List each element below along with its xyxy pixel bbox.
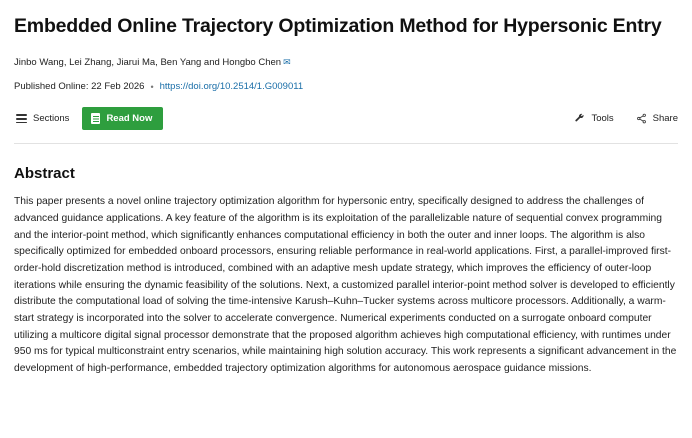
sections-button[interactable] bbox=[14, 109, 71, 128]
read-now-label: Read Now bbox=[106, 113, 153, 125]
document-icon bbox=[91, 113, 100, 124]
read-now-button[interactable] bbox=[82, 107, 163, 130]
envelope-icon[interactable]: ✉ bbox=[283, 57, 291, 68]
sections-button-label: Sections bbox=[33, 113, 70, 125]
abstract-text: This paper presents a novel online trajectory optimization algorithm for hypersonic entry, specifically designed to address the challenges of advanced guidance applications. A key feature of the algorithm is its exploitation of the parallelizable nature of sequential convex programming and the interior-point method, which significantly enhances computational efficiency in both the outer and inner loops. The algorithm is also specifically optimized for embedded onboard processors, ensuring reliable performance in real-world applications. First, a parallel-improved first-order-hold discretization method is introduced, combined with an adaptive mesh update strategy, which improves the efficiency of outer-loop iterations while ensuring the dynamic feasibility of the solutions. Next, a customized parallel interior-point method solver is developed to efficiently distribute the computational load of solving the time-intensive Karush–Kuhn–Tucker systems across multicore processors. Additionally, a warm-start strategy is incorporated into the solver to accelerate convergence. Numerical experiments conducted on a surrogate onboard computer utilizing a multicore digital signal processor demonstrate that the proposed algorithm achieves high computational efficiency, with runtimes under 950 ms for typical multiconstraint entry scenarios, while maintaining high solution accuracy. This work represents a significant advancement in the development of high-performance, embedded trajectory optimization algorithms for autonomous aerospace guidance missions. bbox=[14, 196, 677, 374]
published-label bbox=[14, 81, 144, 92]
toolbar-left-group bbox=[14, 107, 163, 130]
doi-link[interactable]: https://doi.org/10.2514/1.G009011 bbox=[159, 81, 304, 93]
author-list bbox=[14, 56, 678, 69]
share-icon bbox=[636, 113, 647, 124]
tools-button[interactable] bbox=[574, 113, 613, 124]
tools-label: Tools bbox=[591, 113, 614, 125]
toolbar-right-group bbox=[574, 113, 678, 124]
published-date: 22 Feb 2026 bbox=[91, 81, 145, 93]
publication-line bbox=[14, 81, 678, 92]
article-toolbar bbox=[14, 107, 678, 144]
page-title: Embedded Online Trajectory Optimization Method for Hypersonic Entry bbox=[14, 15, 662, 37]
wrench-icon bbox=[574, 113, 585, 124]
author-names: Jinbo Wang, Lei Zhang, Jiarui Ma, Ben Yang and Hongbo Chen bbox=[14, 56, 282, 68]
share-label: Share bbox=[652, 113, 678, 125]
separator-dot: • bbox=[150, 81, 154, 92]
list-icon bbox=[16, 114, 27, 123]
share-button[interactable] bbox=[636, 113, 678, 124]
article-content bbox=[0, 14, 692, 378]
abstract-heading: Abstract bbox=[14, 165, 75, 183]
published-label-text: Published Online: bbox=[14, 81, 89, 93]
